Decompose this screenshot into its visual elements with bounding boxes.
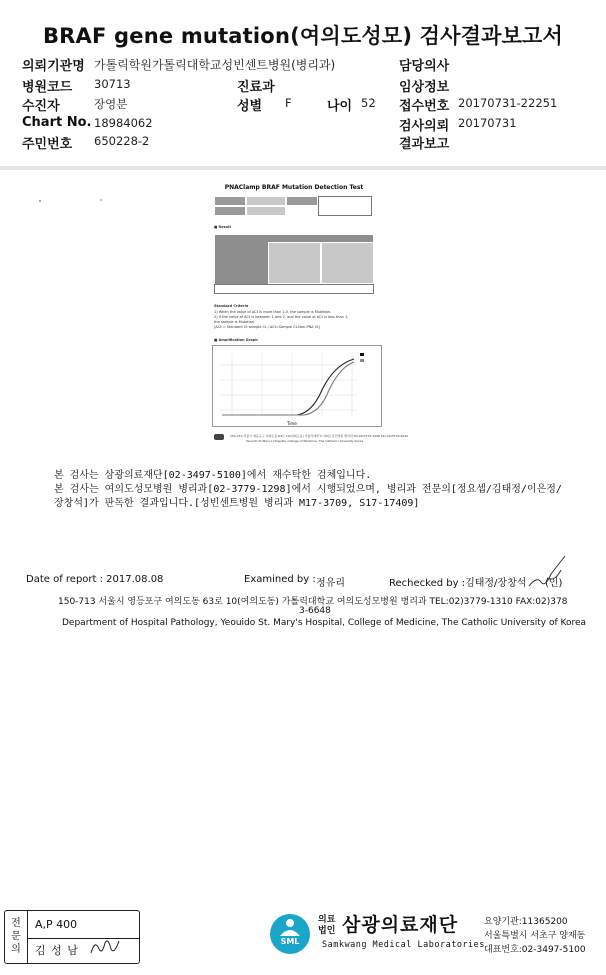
- stamp-name: 김 성 남: [35, 944, 79, 957]
- sex-label: 성별: [237, 99, 263, 114]
- info-cell: [214, 196, 246, 206]
- seal-text: (인): [545, 578, 563, 589]
- note-line-3: 장창석]가 판독한 결과입니다.[성빈센트병원 병리과 M17-3709, S17-17409]: [54, 498, 420, 509]
- hospital-address: 150-713 서울시 영등포구 여의도동 63로 10(여의도동) 가톨릭대학교 여의도성모병원 병리과 TEL:02)3779-1310 FAX:02)378: [58, 597, 568, 607]
- rrn-label: 주민번호: [22, 137, 73, 152]
- hospital-code-value: 30713: [94, 77, 131, 91]
- stamp-code: A,P 400: [35, 918, 78, 931]
- criteria-line: 1) When the value of ΔCt is more than 2.0, the sample is Mutation.: [214, 310, 332, 314]
- institution-value: 가톨릭학원가톨릭대학교성빈센트병원(병리과): [94, 58, 336, 72]
- criteria-line: 2) If the value of ΔCt is between 1 and 2, and the value of ΔCt is less than 1,: [214, 315, 349, 319]
- institution-label: 의뢰기관명: [22, 59, 85, 74]
- embedded-report-title: PNAClamp BRAF Mutation Detection Test: [224, 184, 364, 191]
- foundation-prefix-bottom: 법인: [318, 926, 336, 936]
- rechecked-label: Rechecked by :김태정/장창석: [389, 578, 527, 589]
- embedded-footer-line: 150-713 서울시 영등포구 여의도동 63로 10(여의도동) 가톨릭대학교 여의도성모병원 병리과 Tel.02/3779-1298 Fax.02/3779-2020: [230, 434, 409, 438]
- report-label: 결과보고: [399, 137, 450, 152]
- patient-value: 장영분: [94, 97, 128, 111]
- note-line-2: 본 검사는 여의도성모병원 병리과[02-3779-1298]에서 시행되었으며, 병리과 전문의[정요셉/김태정/이은정/: [54, 484, 562, 495]
- chart-label: Chart No.: [22, 115, 92, 130]
- criteria-line: the sample is Mutation.: [214, 320, 256, 324]
- embedded-footer-line: Yeouido St.Mary's Hospital, College of Medicine, The Catholic University Korea: [246, 439, 364, 443]
- clinical-info-label: 임상정보: [399, 80, 450, 95]
- sml-logo-icon: [270, 914, 310, 954]
- chart-value: 18984062: [94, 116, 153, 130]
- note-line-1: 본 검사는 삼광의료재단[02-3497-5100]에서 재수탁한 검체입니다.: [54, 470, 372, 481]
- examined-label: Examined by :: [244, 574, 316, 585]
- info-cell: [246, 196, 286, 206]
- signature-scribble: [525, 552, 571, 592]
- foundation-agency: 요양기관:11365200: [484, 917, 568, 927]
- doctor-label: 담당의사: [399, 59, 450, 74]
- foundation-phone: 대표번호:02-3497-5100: [484, 945, 586, 955]
- x-axis-label: Time: [287, 421, 297, 426]
- age-value: 52: [361, 96, 376, 110]
- info-cell: [246, 206, 286, 216]
- department-label: 진료과: [237, 80, 275, 95]
- info-cell: [214, 206, 246, 216]
- report-title: BRAF gene mutation(여의도성모) 검사결과보고서: [42, 24, 564, 48]
- reception-value: 20170731-22251: [458, 96, 558, 110]
- logo-figure-icon: [278, 918, 302, 936]
- rrn-value: 650228-2: [94, 134, 150, 148]
- department-english: Department of Hospital Pathology, Yeouido St. Mary's Hospital, College of Medicine, The Catholic University of Korea: [62, 618, 587, 628]
- hospital-logo-icon: [214, 434, 224, 440]
- stamp-divider: [27, 911, 28, 963]
- reception-label: 접수번호: [399, 99, 450, 114]
- patient-label: 수진자: [22, 99, 60, 114]
- graph-frame: [213, 346, 382, 427]
- age-label: 나이: [327, 99, 353, 114]
- request-value: 20170731: [458, 116, 517, 130]
- foundation-name-en: Samkwang Medical Laboratories: [322, 940, 485, 950]
- examined-value: 정유리: [316, 578, 345, 589]
- criteria-heading: Standard Criteria: [214, 304, 249, 308]
- stamp-signature: [89, 935, 123, 957]
- stamp-vertical-text: 전문의: [11, 918, 21, 955]
- embedded-report-image: [204, 180, 409, 455]
- foundation-name: 삼광의료재단: [342, 914, 459, 936]
- header-divider: [0, 166, 606, 170]
- amplification-graph: [212, 345, 382, 427]
- speck: [39, 200, 41, 202]
- report-date: Date of report : 2017.08.08: [26, 574, 164, 585]
- result-total-row: [214, 284, 374, 294]
- result-column: [321, 242, 374, 284]
- criteria-line: [ΔCt = Standard Ct sample Ct / ΔCt=Sample Ct-Non-PNA Ct]: [214, 325, 320, 329]
- graph-heading: ■ Amplification Graph: [214, 338, 258, 342]
- info-cell: [286, 196, 318, 206]
- speck: [100, 199, 102, 201]
- request-label: 검사의뢰: [399, 119, 450, 134]
- result-column: [268, 242, 321, 284]
- sex-value: F: [285, 96, 292, 110]
- foundation-prefix-top: 의료: [318, 915, 336, 925]
- specialist-stamp: [4, 910, 140, 964]
- info-cell: [318, 196, 372, 216]
- hospital-code-label: 병원코드: [22, 80, 73, 95]
- foundation-prefix: [318, 915, 335, 937]
- result-heading: ■ Result: [214, 225, 232, 229]
- foundation-address: 서울특별시 서초구 양재동: [484, 931, 586, 941]
- hospital-address-cont: 3-6648: [299, 606, 331, 616]
- logo-text: SML: [280, 937, 300, 946]
- legend-swatch: [360, 353, 364, 356]
- legend-swatch: [360, 359, 364, 362]
